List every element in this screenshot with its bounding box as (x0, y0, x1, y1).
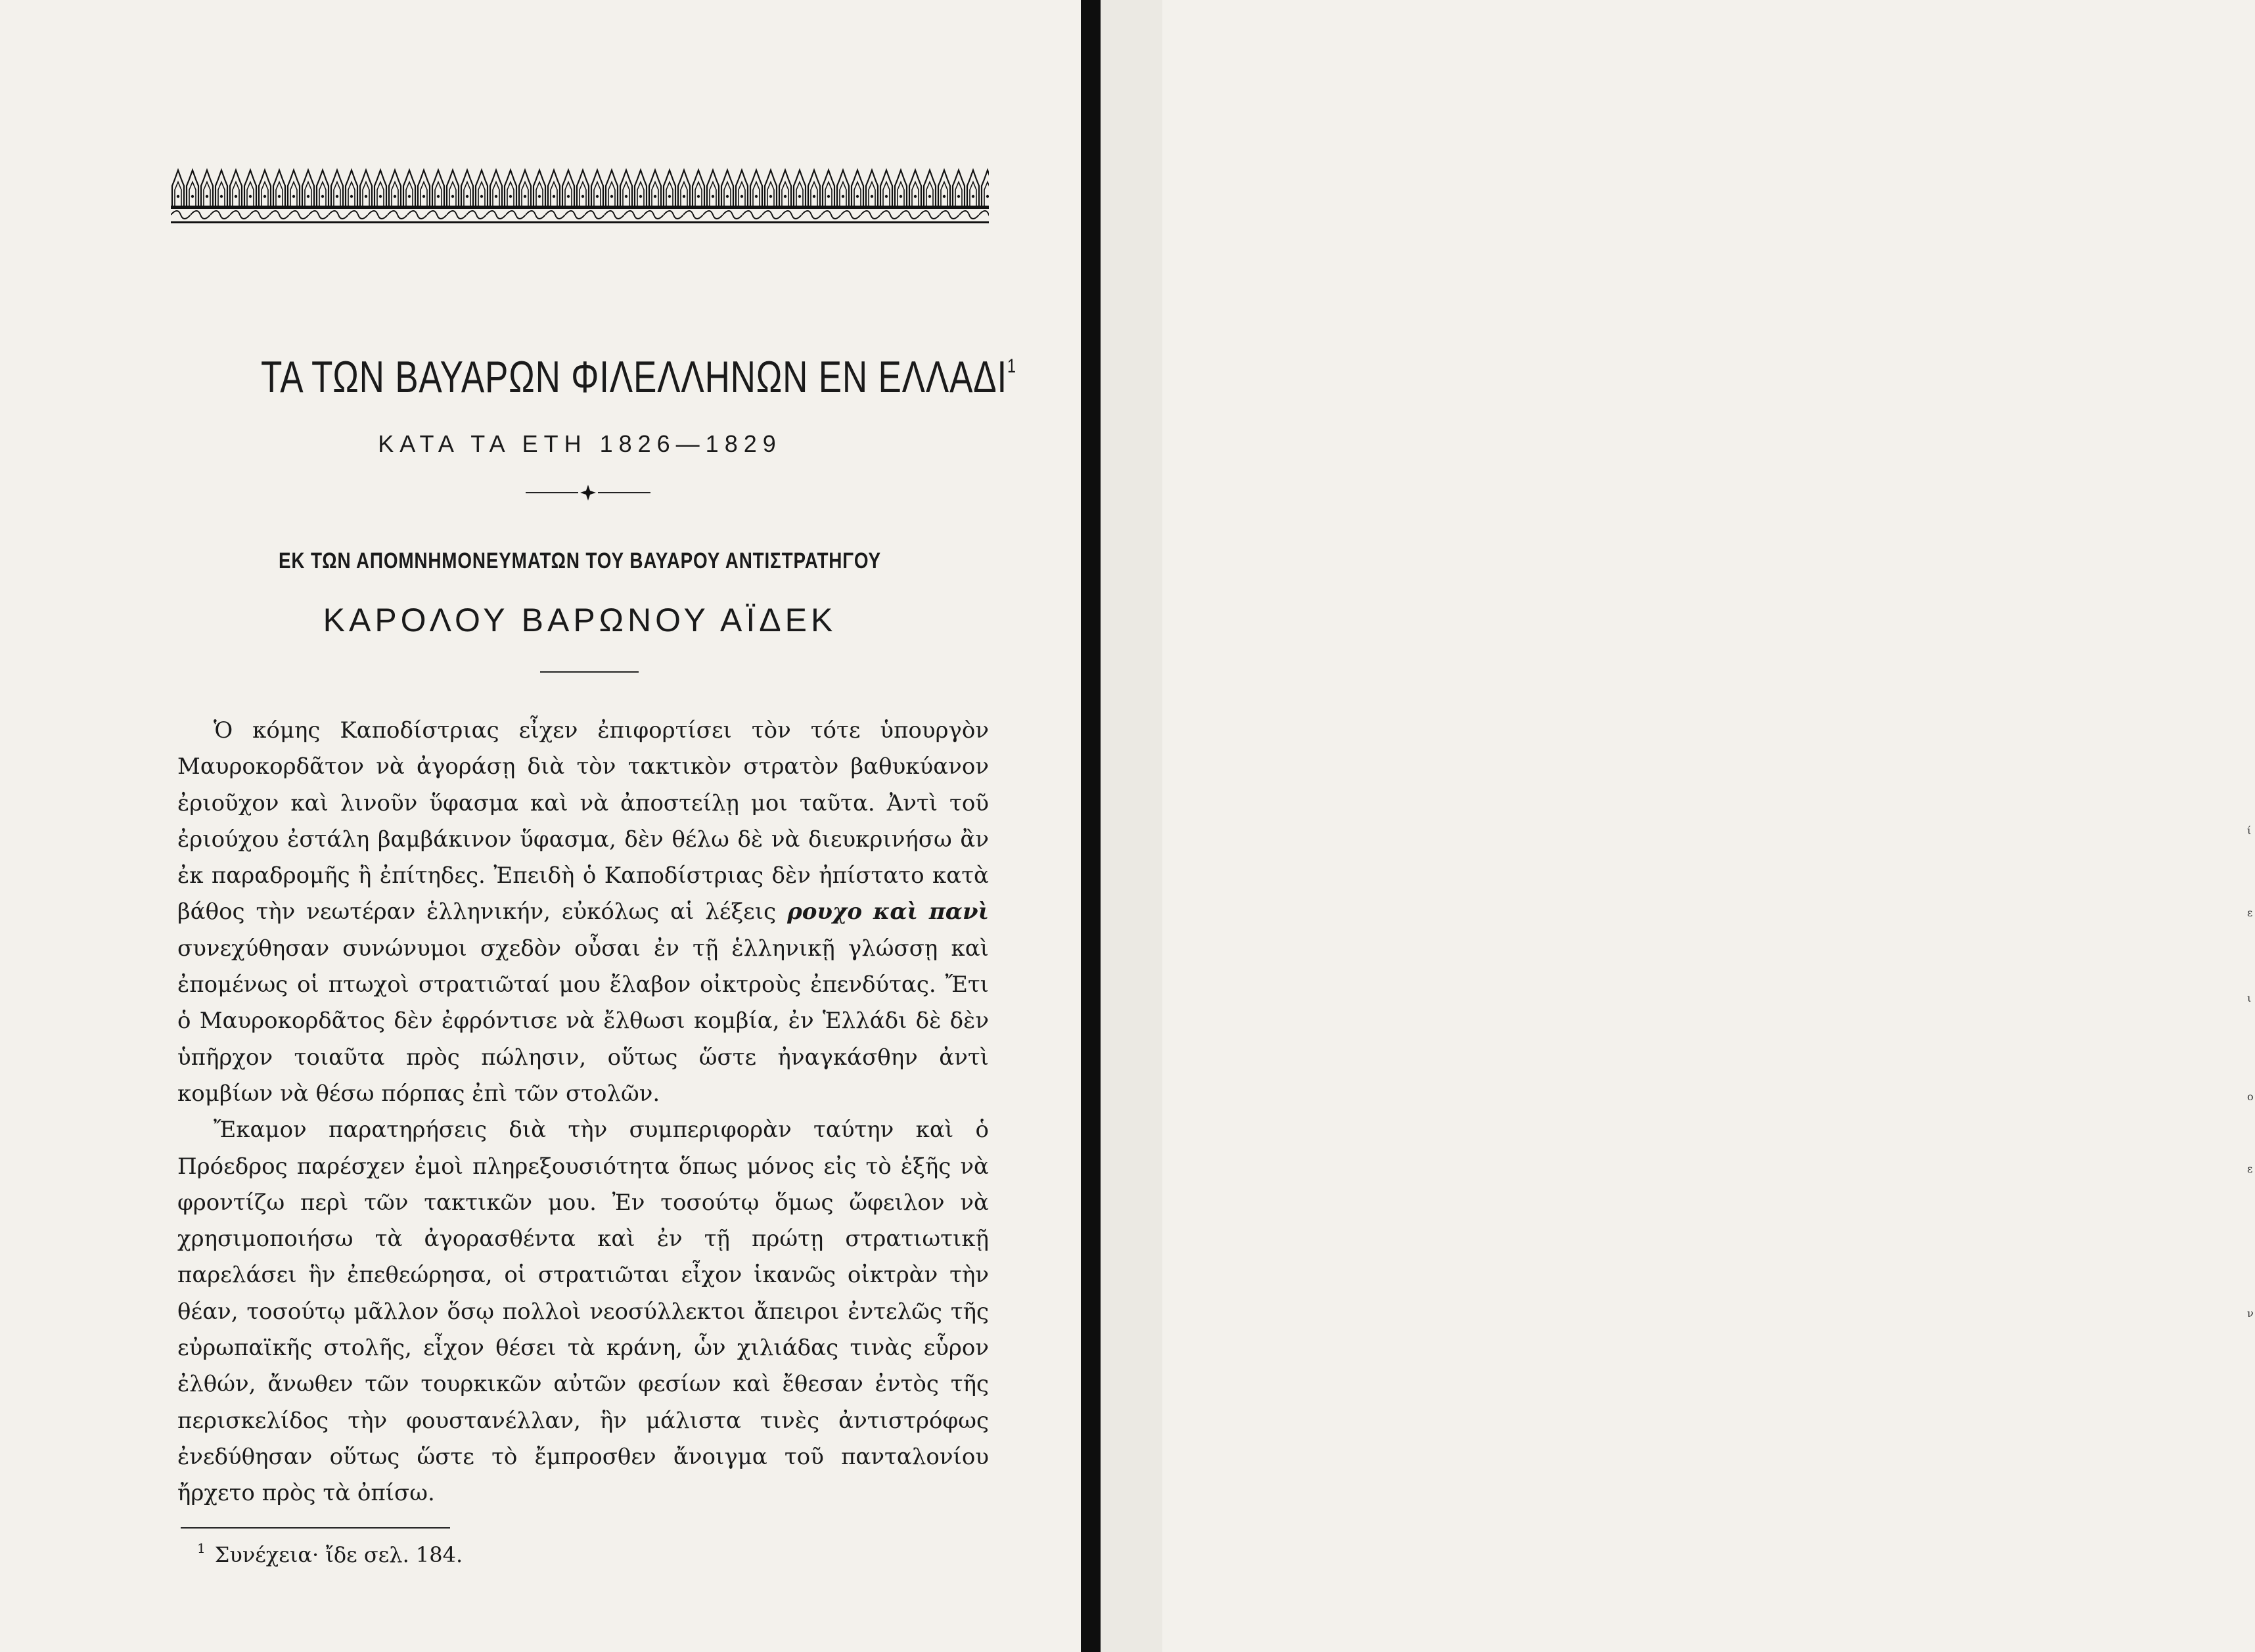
footnote-mark: 1 (197, 1540, 206, 1556)
title-footnote-mark: 1 (1007, 355, 1016, 377)
edge-glyph: ι (2247, 992, 2252, 1004)
article-subtitle: ΚΑΤΑ ΤΑ ΕΤΗ 1826—1829 (378, 430, 782, 457)
italic-term: πανὶ (928, 899, 990, 926)
edge-glyph: ε (2247, 906, 2253, 919)
decorative-header-border (171, 167, 989, 227)
edge-glyph: ί (2247, 824, 2252, 837)
paragraph: Ὁ κόμης Καποδίστριας εἶχεν ἐπιφορτίσει τὸν τότε ὑπουργὸν Μαυροκορδᾶτον νὰ ἀγοράσῃ διὰ τὸν τακτικὸν στρατὸν βαθυκύανον ἐριοῦχον καὶ λινοῦν ὕφασμα καὶ νὰ ἀποστείλῃ μοι ταῦτα. Ἀντὶ τοῦ ἐριούχου ἐστάλη βαμβάκινον ὕφασμα, δὲν θέλω δὲ νὰ διευκρινήσω ἂν ἐκ παραδρομῆς ἢ ἐπίτηδες. Ἐπειδὴ ὁ Καποδίστριας δὲν ἠπίστατο κατὰ βάθος τὴν νεωτέραν ἑλληνικήν, εὐκόλως αἱ λέξεις ρουχο καὶ πανὶ συνεχύθησαν συνώνυμοι σχεδὸν οὖσαι ἐν τῇ ἑλληνικῇ γλώσσῃ καὶ ἐπομένως οἱ πτωχοὶ στρατιῶταί μου ἔλαβον οἰκτροὺς ἐπενδύτας. Ἔτι ὁ Μαυροκορδᾶτος δὲν ἐφρόντισε νὰ ἔλθωσι κομβία, ἐν Ἑλλάδι δὲ δὲν ὑπῆρχον τοιαῦτα πρὸς πώλησιν, οὕτως ὥστε ἠναγκάσθην ἀντὶ κομβίων νὰ θέσω πόρπας ἐπὶ τῶν στολῶν. (177, 717, 990, 1107)
author-name: ΚΑΡΟΛΟΥ ΒΑΡΩΝΟΥ ΑΪΔΕΚ (323, 602, 837, 638)
footnote (197, 1540, 723, 1567)
footnote-text: Συνέχεια· ἴδε σελ. 184. (214, 1542, 463, 1567)
footnote-rule (181, 1527, 450, 1529)
paragraph: Ἔκαμον παρατηρήσεις διὰ τὴν συμπεριφορὰν ταύτην καὶ ὁ Πρόεδρος παρέσχεν ἐμοὶ πληρεξουσιότητα ὅπως μόνος εἰς τὸ ἑξῆς νὰ φροντίζω περὶ τῶν τακτικῶν μου. Ἐν τοσούτῳ ὅμως ὤφειλον νὰ χρησιμοποιήσω τὰ ἀγορασθέντα καὶ ἐν τῇ πρώτῃ στρατιωτικῇ παρελάσει ἣν ἐπεθεώρησα, οἱ στρατιῶται εἶχον ἱκανῶς οἰκτρὰν τὴν θέαν, τοσούτῳ μᾶλλον ὅσῳ πολλοὶ νεοσύλλεκτοι ἄπειροι ἐντελῶς τῆς εὐρωπαϊκῆς στολῆς, εἶχον θέσει τὰ κράνη, ὧν χιλιάδας τινὰς εὗρον ἐλθών, ἄνωθεν τῶν τουρκικῶν αὐτῶν φεσίων καὶ ἔθεσαν ἐντὸς τῆς περισκελίδος τὴν φουστανέλλαν, ἣν μάλιστα τινὲς ἀντιστρόφως ἐνεδύθησαν οὕτως ὥστε τὸ ἔμπροσθεν ἄνοιγμα τοῦ πανταλονίου ἤρχετο πρὸς τὰ ὀπίσω. (177, 1117, 989, 1507)
book-gutter (1081, 0, 1101, 1652)
italic-connector: καὶ (873, 899, 919, 926)
edge-glyph: ε (2247, 1163, 2253, 1175)
divider-rule (540, 671, 639, 673)
italic-term: ρουχο (787, 899, 862, 926)
edge-glyph: ν (2247, 1307, 2254, 1320)
source-line: ΕΚ ΤΩΝ ΑΠΟΜΝΗΜΟΝΕΥΜΑΤΩΝ ΤΟΥ ΒΑΥΑΡΟΥ ΑΝΤΙΣΤΡΑΤΗΓΟΥ (279, 548, 881, 573)
article-body (177, 713, 989, 1512)
article-title: ΤΑ ΤΩΝ ΒΑΥΑΡΩΝ ΦΙΛΕΛΛΗΝΩΝ ΕΝ ΕΛΛΑΔΙ$^1$ (260, 352, 1016, 402)
edge-glyph: ο (2247, 1090, 2254, 1103)
star-divider (526, 483, 650, 502)
facing-page-edge (1101, 0, 2254, 1652)
